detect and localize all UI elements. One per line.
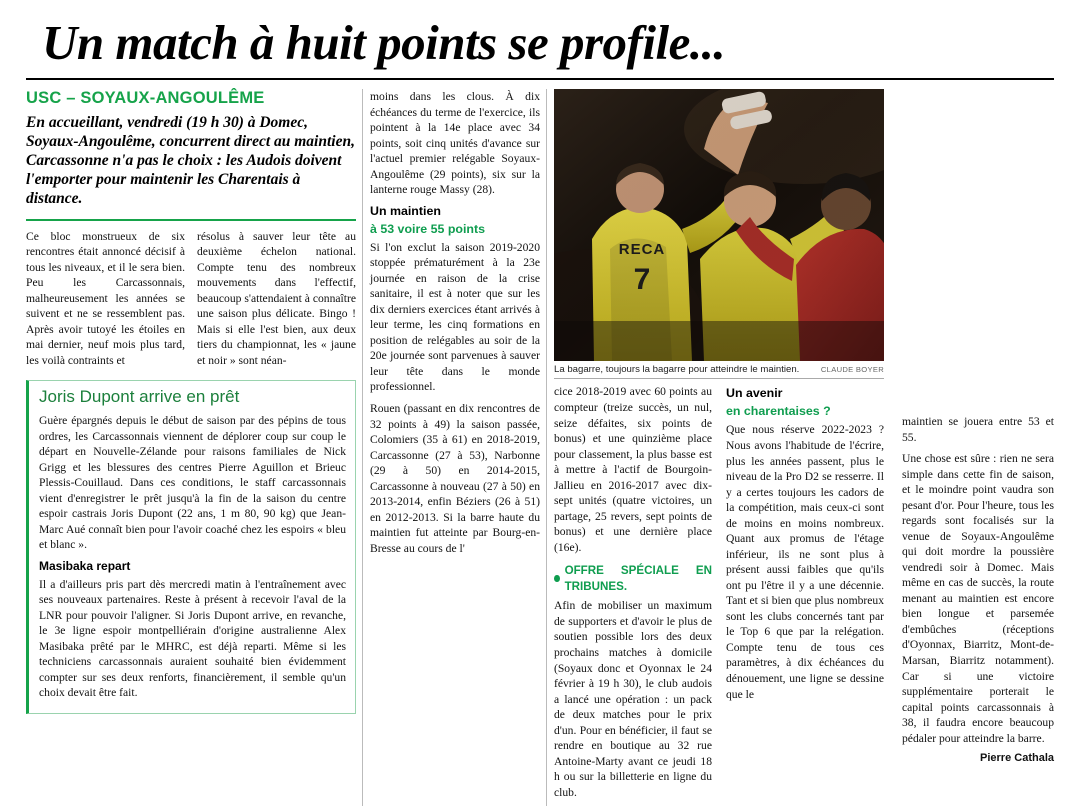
paragraph: Rouen (passant en dix rencontres de 32 points à 49) la saison passée, Colomiers (35 à 61) en 2018-2019, Carcassonne (27 à 53), Narbonne (29 à 50) en 2014-2015, Carcassonne à nouveau (27 à 50) en 2013-2014, enfin Béziers (26 à 51) en 2012-2013. Si la barre haute du maintien fut atteinte par Bourg-en-Bresse au cours de l' [370, 402, 540, 555]
subhead-53-55-points: à 53 voire 55 points [370, 221, 486, 236]
paragraph: résolus à sauver leur tête au deuxième échelon national. Compte tenu des nombreux mouvements dans l'effectif, beaucoup s'attendaient à connaître une saison plus délicate. Bingo ! Mais si elle l'est bien, aux deux tiers du championnat, les « jaune et noir » sont néan- [197, 229, 356, 367]
paragraph: Que nous réserve 2022-2023 ? Nous avons l'habitude de l'écrire, plus les années passent, plus le niveau de la Pro D2 se resserre. Il y a certes toujours les cadors de la compétition, mais ceux-ci sont de moins en moins nombreux. Quant aux promus de l'étage inférieur, ils ne sont plus à présent aussi faibles que qu'ils ont pu l'être il y a une décennie. Tant et si bien que plus nombreux sont les clubs concernés tant par le Top 6 que par la relégation. Compte tenu de tous ces paramètres, à dix échéances du dénouement, une ligne se dessine que le [726, 423, 884, 701]
svg-text:RECA: RECA [618, 240, 666, 258]
article-byline: Pierre Cathala [980, 752, 1054, 765]
subhead-un-avenir: Un avenir [726, 386, 783, 401]
photo-block [554, 89, 884, 380]
header-divider [26, 78, 1054, 80]
page-title: Un match à huit points se profile... [42, 15, 726, 70]
column-middle [370, 89, 540, 806]
paragraph: Guère épargnés depuis le début de saison par des pépins de tous ordres, les Carcassonnais viennent de déplorer coup sur coup le départ en Nouvelle-Zélande pour raisons familiales de Nick Grigg et les blessures des centres Pierre Aguillon et Brieuc Plessis-Couillaud. Dans ces conditions, le staff carcassonnais vient d'enregistrer le prêt jusqu'à la fin de la saison du centre espoir castrais Joris Dupont (22 ans, 1 m 80, 90 kg) que Jean-Marc Aué connaît bien pour l'avoir coaché chez les espoirs « bleu et blanc ». [39, 413, 346, 552]
green-divider [26, 219, 356, 221]
paragraph: Il a d'ailleurs pris part dès mercredi matin à l'entraînement avec ses nouveaux partenaires. Reste à présent à recevoir l'aval de la LNR pour pouvoir l'aligner. Si Joris Dupont arrive, en revanche, le 3e ligne espoir montpelliérain d'origine australienne Alex Masibaka prêté par le MHRC, est déjà reparti. Même si les techniciens carcassonnais auraient souhaité bien évidemment compter sur ses deux renforts, financièrement, il semble qu'un choix devait être fait. [39, 577, 346, 700]
column-rule [362, 89, 363, 806]
paragraph: cice 2018-2019 avec 60 points au compteur (treize succès, un nul, seize défaites, six points de bonus) et une quinzième place pour classement, la plus basse est à mettre à l'actif de Bourgoin-Jallieu en 2016-2017 avec dix-sept unités (quatre victoires, un partage, 25 revers, sept points de bonus) et une dernière place (16e). [554, 385, 712, 554]
offer-headline [554, 563, 712, 594]
svg-text:7: 7 [633, 262, 651, 296]
article-columns [26, 89, 1054, 806]
subhead-un-maintien: Un maintien [370, 203, 441, 218]
column-rule [546, 89, 547, 806]
sidebar-article-title: Joris Dupont arrive en prêt [39, 387, 240, 407]
paragraph: Une chose est sûre : rien ne sera simple dans cette fin de saison, et le moindre point vaudra son pesant d'or. Pour l'heure, tous les regards sont focalisés sur la venue de Soyaux-Angoulême qui doit mordre la poussière vendredi soir à Domec. Mais même en cas de succès, la route menant au maintien est encore bien longue et parsemée d'embûches (réceptions d'Oyonnax, Biarritz, Mont-de-Marsan, Biarritz notamment). Car si une victoire supplémentaire porterait le capital points carcassonnais à 38, il faudra encore beaucoup pédaler pour atteindre la barre. [902, 452, 1054, 745]
column-far-right-tail [902, 414, 1054, 764]
subhead-en-charentaises: en charentaises ? [726, 404, 831, 419]
offer-headline-label: OFFRE SPÉCIALE EN TRIBUNES. [564, 564, 712, 593]
paragraph: Afin de mobiliser un maximum de supporters et d'avoir le plus de soutien possible lors des deux prochains matches à domicile (Soyaux donc et Oyonnax le 24 février à 19 h 30), le club audois a lancé une opération : un pack de deux matches pour le prix d'un. Pour en bénéficier, il faut se rendre en boutique au 32 rue Antoine-Marty avant ce jeudi 18 h ou sur la billetterie en ligne du club. [554, 599, 712, 799]
photo-caption: La bagarre, toujours la bagarre pour atteindre le maintien. [554, 363, 800, 375]
match-photo [554, 89, 884, 361]
column-left [26, 89, 356, 806]
bullet-icon [554, 575, 560, 582]
sidebar-article-subhead: Masibaka repart [39, 558, 131, 573]
sidebar-article [26, 380, 356, 714]
column-right [554, 89, 884, 806]
photo-under-columns [554, 384, 884, 806]
lede-body [26, 229, 356, 375]
paragraph: maintien se jouera entre 53 et 55. [902, 415, 1054, 444]
col3-right [726, 384, 884, 806]
standfirst: En accueillant, vendredi (19 h 30) à Domec, Soyaux-Angoulême, concurrent direct au maintien, Carcassonne n'a pas le choix : les Audois doivent l'emporter pour maintenir les Charentais à distance. [26, 113, 355, 207]
photo-caption-row [554, 361, 884, 380]
photo-credit: CLAUDE BOYER [820, 364, 884, 374]
paragraph: Ce bloc monstrueux de six rencontres était annoncé décisif à tous les niveaux, et il le sera bien. Peu les Carcassonnais, malheureusement les années se suivent et ne se ressemblent pas. Après avoir tutoyé les étoiles en mai dernier, neuf mois plus tard, les voilà contraints et [26, 229, 185, 367]
paragraph: moins dans les clous. À dix échéances du terme de l'exercice, ils pointent à la 14e place avec 34 points, soit cinq unités d'avance sur l'actuel premier relégable Soyaux-Angoulême (29 points), six sur la lanterne rouge Massy (28). [370, 89, 540, 197]
col3-left [554, 384, 712, 806]
section-kicker: USC – SOYAUX-ANGOULÊME [26, 88, 265, 107]
paragraph: Si l'on exclut la saison 2019-2020 stoppée prématurément à la 23e journée en raison de la crise sanitaire, il est à noter que sur les dix derniers exercices étant arrivés à leur terme, les cinq formations en position de relégables au soir de la 20e journée sont parvenues à sauver leur tête dans le monde professionnel. [370, 240, 540, 394]
